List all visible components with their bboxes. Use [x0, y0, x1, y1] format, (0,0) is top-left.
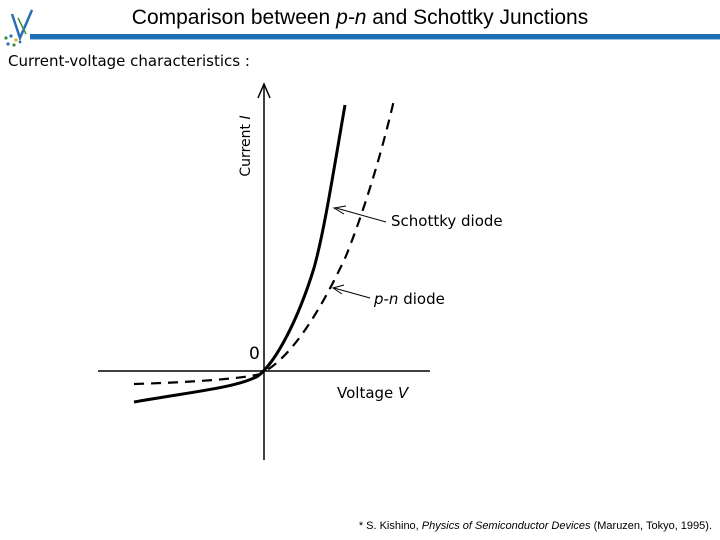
- y-axis-label: [238, 115, 254, 176]
- pn-label-var: p-n: [374, 290, 399, 308]
- citation-footnote: [359, 520, 712, 532]
- xlabel-text: Voltage: [337, 384, 399, 402]
- xlabel-var: V: [398, 384, 409, 402]
- footnote-book: Physics of Semiconductor Devices: [421, 520, 591, 532]
- title-suffix: and Schottky Junctions: [366, 6, 589, 29]
- ylabel-text: Current: [238, 119, 254, 177]
- ylabel-var: I: [238, 115, 254, 120]
- title-prefix: Comparison between: [131, 6, 337, 29]
- pn-label: [374, 290, 445, 308]
- schottky-label: Schottky diode: [391, 212, 503, 230]
- title-pn: p-n: [336, 6, 367, 29]
- x-axis-label: [337, 384, 408, 402]
- footnote-suffix: (Maruzen, Tokyo, 1995).: [590, 520, 712, 532]
- pn-leader: [334, 288, 370, 298]
- origin-label: 0: [249, 344, 260, 364]
- slide-subtitle: Current-voltage characteristics :: [8, 52, 250, 70]
- schottky-leader: [336, 208, 386, 222]
- pn-label-text: diode: [398, 290, 445, 308]
- footnote-prefix: * S. Kishino,: [358, 520, 422, 532]
